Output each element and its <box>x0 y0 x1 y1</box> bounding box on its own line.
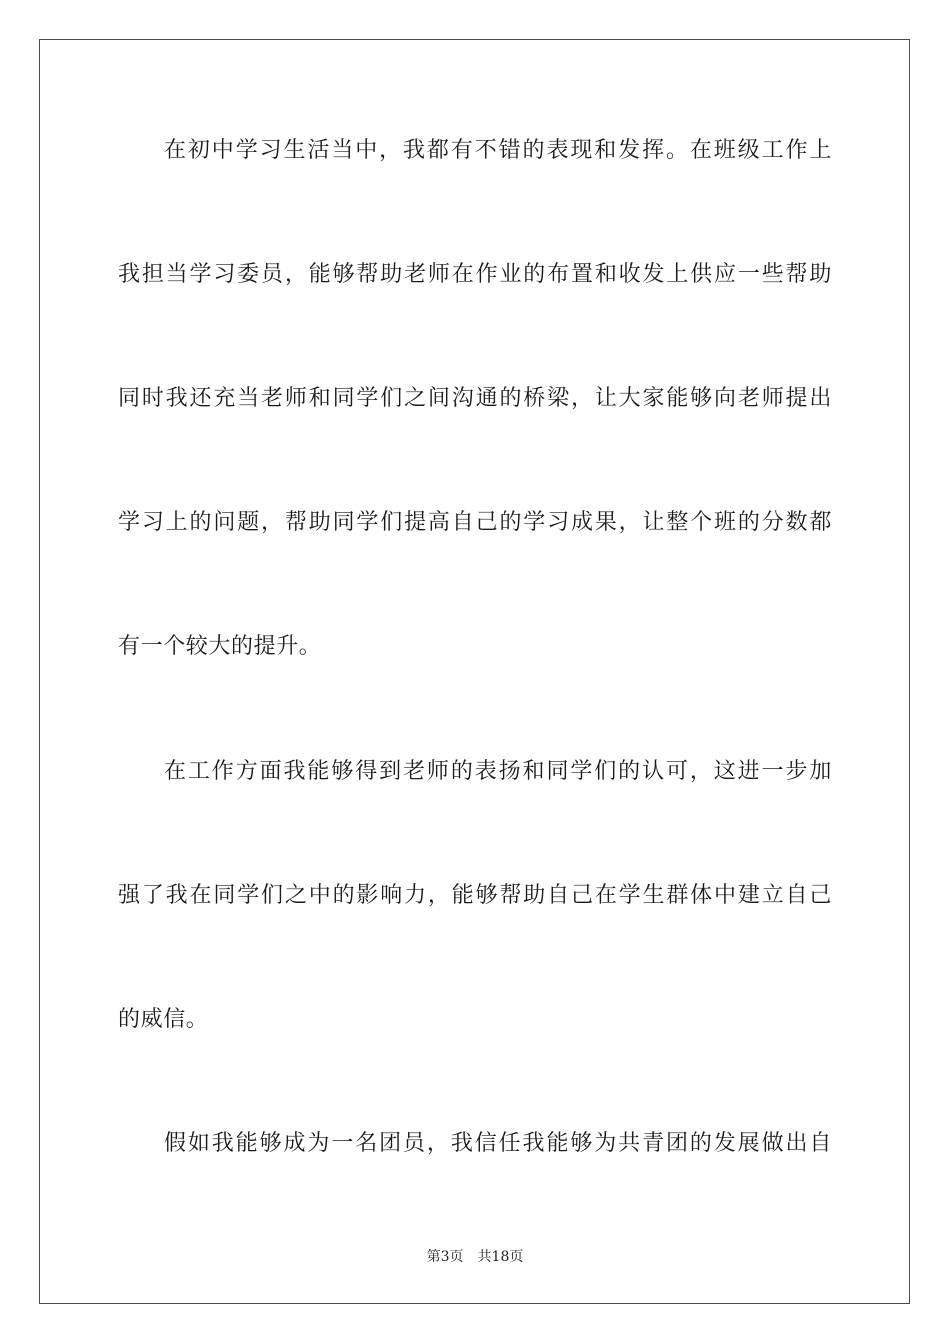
page-footer <box>0 1247 950 1267</box>
paragraph-line: 我担当学习委员，能够帮助老师在作业的布置和收发上供应一些帮助 <box>118 262 832 287</box>
paragraph-line: 强了我在同学们之中的影响力，能够帮助自己在学生群体中建立自己 <box>118 883 832 908</box>
page-border <box>39 39 910 1304</box>
page-total: 共18页 <box>477 1249 524 1265</box>
paragraph-line: 假如我能够成为一名团员，我信任我能够为共青团的发展做出自 <box>164 1131 832 1156</box>
paragraph-line: 同时我还充当老师和同学们之间沟通的桥梁，让大家能够向老师提出 <box>118 386 832 411</box>
paragraph-line: 在初中学习生活当中，我都有不错的表现和发挥。在班级工作上 <box>164 138 832 163</box>
paragraph-line: 学习上的问题，帮助同学们提高自己的学习成果，让整个班的分数都 <box>118 510 832 535</box>
page-number: 第3页 <box>426 1249 464 1265</box>
paragraph-line: 在工作方面我能够得到老师的表扬和同学们的认可，这进一步加 <box>164 759 832 784</box>
paragraph-line: 有一个较大的提升。 <box>118 634 322 659</box>
paragraph-line: 的威信。 <box>118 1007 209 1032</box>
